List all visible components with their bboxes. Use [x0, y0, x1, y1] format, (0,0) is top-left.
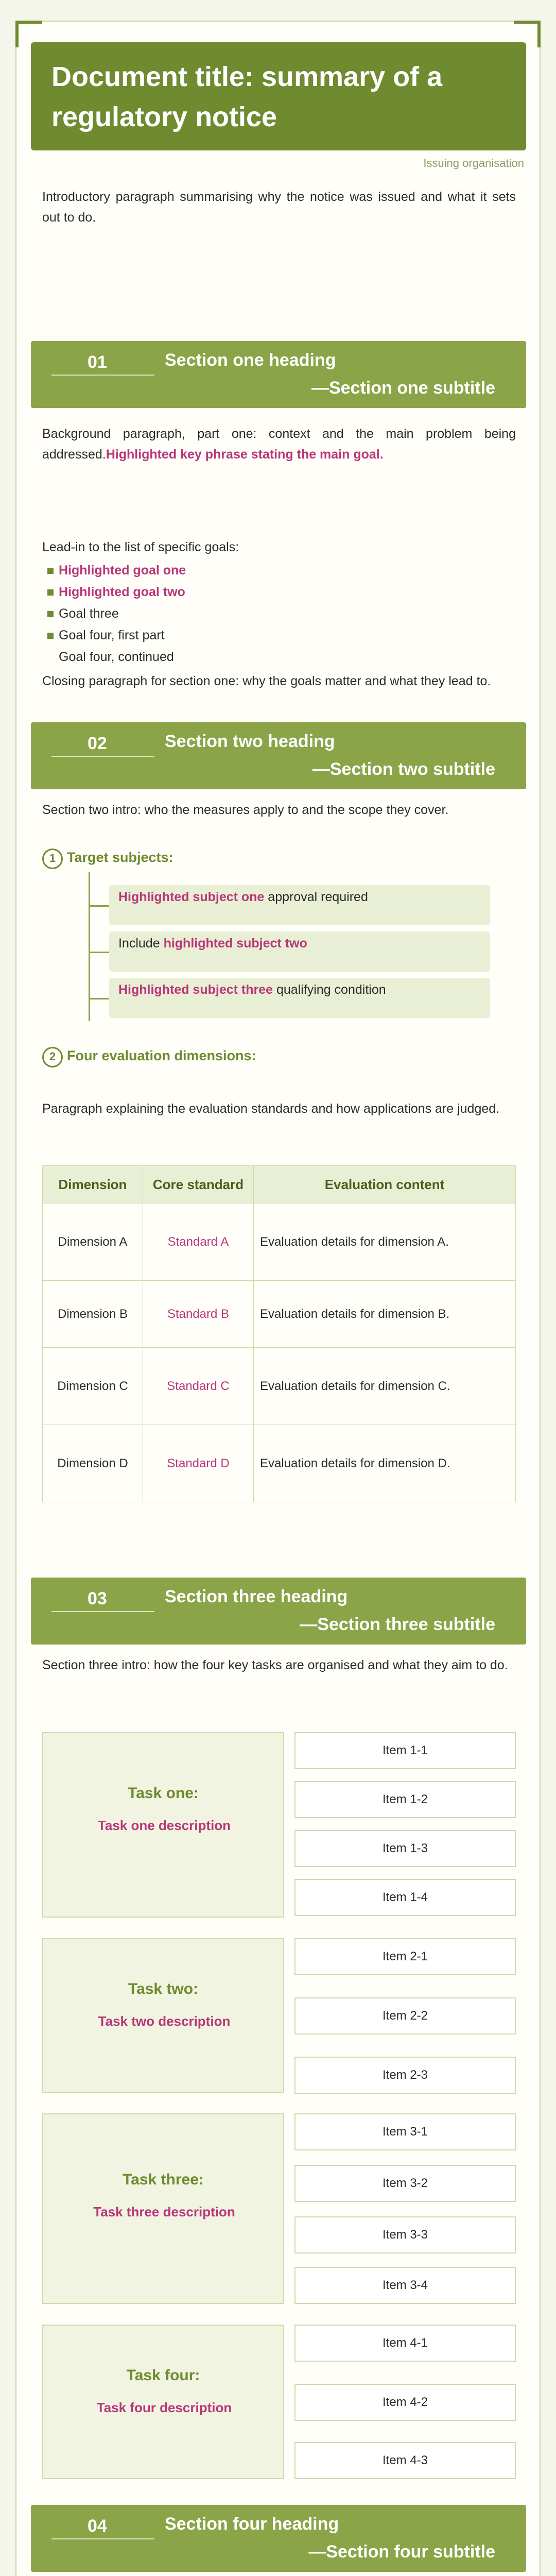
table-row: Dimension B Standard B Evaluation details for dimension B.	[43, 1281, 516, 1348]
task-item: Item 3-4	[294, 2267, 516, 2304]
task-item: Item 1-3	[294, 1830, 516, 1867]
target-card: Include highlighted subject two	[109, 931, 490, 972]
task-item: Item 3-2	[294, 2165, 516, 2202]
section-title: Section three heading	[165, 1587, 348, 1606]
number-badge: 1	[42, 849, 63, 869]
target-card: Highlighted subject three qualifying condition	[109, 978, 490, 1018]
section-title: Section one heading	[165, 350, 336, 370]
section-subtitle: —Section two subtitle	[312, 759, 495, 779]
task-name: Task two:	[128, 1980, 199, 1997]
task-item: Item 1-1	[294, 1732, 516, 1769]
task-item: Item 1-4	[294, 1879, 516, 1916]
divider	[51, 2538, 154, 2539]
goal-item: Goal four, first part	[47, 625, 511, 646]
source-label: Issuing organisation	[423, 157, 524, 170]
section-header-04	[31, 2505, 526, 2572]
intro-paragraph: Introductory paragraph summarising why the notice was issued and what it sets out to do.	[42, 190, 516, 225]
task-card	[42, 2113, 284, 2304]
task-item: Item 3-1	[294, 2113, 516, 2150]
task-name: Task four:	[126, 2367, 200, 2384]
section-header-03	[31, 1578, 526, 1645]
divider	[51, 756, 154, 757]
page-title: Document title: summary of a regulatory notice	[51, 61, 443, 132]
section-subtitle: —Section three subtitle	[300, 1615, 495, 1634]
section-header-01	[31, 341, 526, 408]
divider	[51, 1611, 154, 1612]
target-card: Highlighted subject one approval required	[109, 885, 490, 925]
task-item: Item 2-3	[294, 2057, 516, 2094]
goal-item: Highlighted goal two	[47, 582, 511, 602]
standards-paragraph: Paragraph explaining the evaluation standards and how applications are judged.	[42, 1101, 500, 1116]
subsection-tag: 1 Target subjects:	[42, 849, 173, 869]
goals-intro: Lead-in to the list of specific goals:	[42, 540, 239, 554]
section-subtitle: —Section one subtitle	[311, 378, 495, 398]
task-item: Item 1-2	[294, 1781, 516, 1818]
goal-item: Highlighted goal one	[47, 560, 511, 581]
task-card	[42, 1938, 284, 2093]
section-number: 02	[88, 734, 107, 753]
section-title: Section two heading	[165, 732, 335, 751]
task-item: Item 2-1	[294, 1938, 516, 1975]
task-description: Task one description	[97, 1818, 231, 1833]
title-banner	[31, 42, 526, 150]
section2-paragraph: Section two intro: who the measures apply to and the scope they cover.	[42, 803, 449, 817]
section-subtitle: —Section four subtitle	[308, 2542, 495, 2562]
task-description: Task two description	[98, 2013, 231, 2029]
section-title: Section four heading	[165, 2514, 339, 2534]
divider	[51, 375, 154, 376]
task-description: Task four description	[96, 2400, 232, 2415]
task-card	[42, 2325, 284, 2479]
goal-item: Goal four, continued	[59, 650, 174, 664]
task-description: Task three description	[93, 2204, 235, 2219]
section3-paragraph: Section three intro: how the four key tasks are organised and what they aim to do.	[42, 1658, 508, 1672]
connector-line	[89, 905, 109, 907]
task-item: Item 2-2	[294, 1997, 516, 2035]
standards-table	[42, 1165, 516, 1502]
task-name: Task one:	[128, 1785, 199, 1802]
section1-highlight: Highlighted key phrase stating the main goal.	[106, 447, 384, 462]
goal-item: Goal three	[47, 603, 511, 624]
task-item: Item 4-2	[294, 2384, 516, 2421]
document-sheet	[15, 21, 541, 2576]
section1-paragraph	[42, 423, 516, 465]
column-header: Evaluation content	[254, 1166, 516, 1204]
table-row: Dimension C Standard C Evaluation details for dimension C.	[43, 1348, 516, 1425]
section1-closing: Closing paragraph for section one: why the goals matter and what they lead to.	[42, 674, 491, 688]
number-badge: 2	[42, 1047, 63, 1067]
subsection-tag: 2 Four evaluation dimensions:	[42, 1047, 256, 1067]
table-row: Dimension D Standard D Evaluation details for dimension D.	[43, 1425, 516, 1502]
task-item: Item 4-1	[294, 2325, 516, 2362]
task-card	[42, 1732, 284, 1918]
task-name: Task three:	[123, 2171, 204, 2188]
column-header: Dimension	[43, 1166, 143, 1204]
task-item: Item 4-3	[294, 2442, 516, 2479]
table-row: Dimension A Standard A Evaluation details for dimension A.	[43, 1204, 516, 1281]
task-item: Item 3-3	[294, 2216, 516, 2253]
section-number: 01	[88, 352, 107, 372]
section-header-02	[31, 722, 526, 789]
connector-line	[89, 998, 109, 999]
section-number: 03	[88, 1589, 107, 1608]
section-number: 04	[88, 2516, 107, 2536]
table-header-row	[43, 1166, 516, 1204]
section1-text: Background paragraph, part one: context and the main problem being addressed.	[42, 427, 516, 462]
column-header: Core standard	[143, 1166, 254, 1204]
connector-line	[89, 952, 109, 953]
